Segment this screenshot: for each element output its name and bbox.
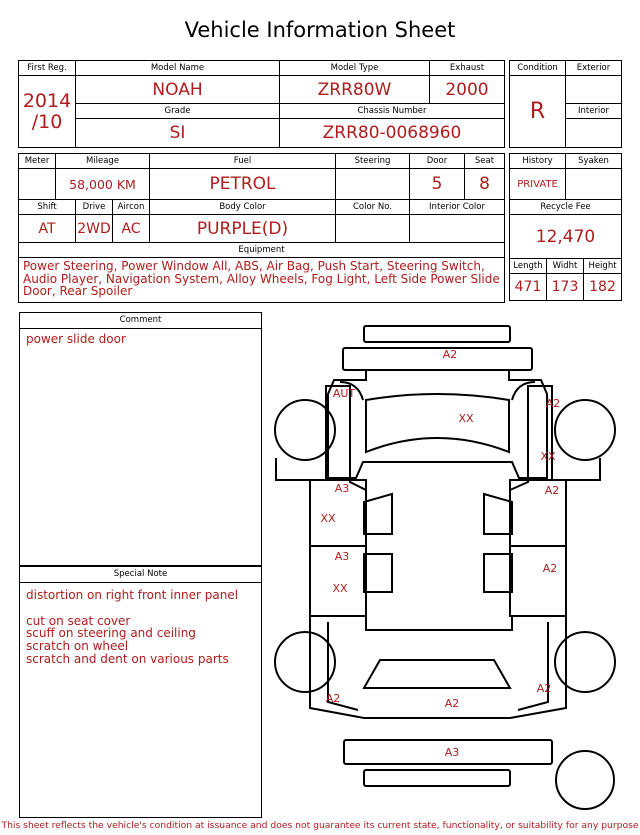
right-front-wheel xyxy=(555,400,615,460)
exhaust-label: Exhaust xyxy=(430,61,505,76)
equipment-value: Power Steering, Power Window All, ABS, Air Bag, Push Start, Steering Switch, Audio Player, Navigation System, Alloy Wheels, Fog Light, Left Side Power Slide Door, Rear Spoiler xyxy=(19,258,505,303)
fuel-label: Fuel xyxy=(150,154,336,169)
rear-window-shape xyxy=(364,660,510,688)
mark-rear-gate: A2 xyxy=(444,697,460,710)
first-reg-month: /10 xyxy=(31,110,63,133)
mark-right-mirror: XX xyxy=(540,450,556,463)
mark-rear-left-quarter: A2 xyxy=(325,692,341,705)
special-note-box xyxy=(19,566,262,818)
mark-right-rear-door: A2 xyxy=(542,562,558,575)
mark-front-windshield: XX xyxy=(458,412,474,425)
width-value: 173 xyxy=(547,274,584,301)
condition-table xyxy=(509,60,622,148)
interior-value xyxy=(566,119,622,148)
body-color-value: PURPLE(D) xyxy=(150,215,336,243)
drive-label: Drive xyxy=(76,200,113,215)
history-label: History xyxy=(510,154,566,169)
shift-label: Shift xyxy=(19,200,76,215)
interior-label: Interior xyxy=(566,104,622,119)
comment-label: Comment xyxy=(20,313,261,329)
model-name-value: NOAH xyxy=(76,76,280,104)
equipment-label: Equipment xyxy=(19,243,505,258)
chassis-value: ZRR80-0068960 xyxy=(280,119,505,148)
history-value: PRIVATE xyxy=(510,169,566,200)
mileage-value: 58,000 KM xyxy=(56,169,150,200)
vehicle-main-table xyxy=(18,60,505,148)
mark-rear-right-quarter: A2 xyxy=(536,682,552,695)
history-table xyxy=(509,153,622,259)
first-reg-year: 2014 xyxy=(22,89,72,112)
comment-box xyxy=(19,312,262,566)
seat-value: 8 xyxy=(465,169,505,200)
mark-left-rear-glass: XX xyxy=(332,582,348,595)
drive-value: 2WD xyxy=(76,215,113,243)
spare-tire xyxy=(556,751,614,809)
special-note-text: distortion on right front inner panel cut on seat cover scuff on steering and ceiling scratch on wheel scratch and dent on various parts xyxy=(26,588,239,666)
front-body-shape xyxy=(328,370,547,478)
body-color-label: Body Color xyxy=(150,200,336,215)
front-windshield-shape xyxy=(366,394,509,452)
meter-value xyxy=(19,169,56,200)
model-type-value: ZRR80W xyxy=(280,76,430,104)
car-damage-diagram xyxy=(268,322,632,818)
first-reg-label: First Reg. xyxy=(19,61,76,76)
right-rear-glass-shape xyxy=(484,554,512,592)
model-name-label: Model Name xyxy=(76,61,280,76)
meter-label: Meter xyxy=(19,154,56,169)
color-no-value xyxy=(336,215,410,243)
fuel-value: PETROL xyxy=(150,169,336,200)
grade-label: Grade xyxy=(76,104,280,119)
exterior-label: Exterior xyxy=(566,61,622,76)
mark-front-left-fender: AUT xyxy=(332,387,356,400)
grade-value: SI xyxy=(76,119,280,148)
page-title: Vehicle Information Sheet xyxy=(184,18,456,42)
mark-left-front-door: A3 xyxy=(334,482,350,495)
mark-left-front-glass: XX xyxy=(320,512,336,525)
steering-label: Steering xyxy=(336,154,410,169)
right-front-glass-shape xyxy=(484,494,512,534)
vehicle-detail-table xyxy=(18,153,505,303)
condition-label: Condition xyxy=(510,61,566,76)
left-front-glass-shape xyxy=(364,494,392,534)
left-rear-wheel xyxy=(275,632,335,692)
dimensions-table xyxy=(509,258,622,301)
mark-rear-bumper: A3 xyxy=(444,746,460,759)
exhaust-value: 2000 xyxy=(430,76,505,104)
recycle-fee-label: Recycle Fee xyxy=(510,200,622,215)
mileage-label: Mileage xyxy=(56,154,150,169)
width-label: Widht xyxy=(547,259,584,274)
model-type-label: Model Type xyxy=(280,61,430,76)
interior-color-value xyxy=(410,215,505,243)
aircon-value: AC xyxy=(113,215,150,243)
door-label: Door xyxy=(410,154,465,169)
door-value: 5 xyxy=(410,169,465,200)
hood-shape xyxy=(343,348,532,370)
mark-left-rear-door: A3 xyxy=(334,550,350,563)
right-rear-wheel xyxy=(555,632,615,692)
syaken-value xyxy=(566,169,622,200)
exterior-value xyxy=(566,76,622,104)
condition-value: R xyxy=(510,76,566,148)
mark-front-right-fender: A2 xyxy=(545,397,561,410)
syaken-label: Syaken xyxy=(566,154,622,169)
mark-right-front-door: A2 xyxy=(544,484,560,497)
comment-text: power slide door xyxy=(26,332,126,346)
aircon-label: Aircon xyxy=(113,200,150,215)
left-front-fender-shape xyxy=(326,386,366,490)
left-rear-glass-shape xyxy=(364,554,392,592)
rear-body-shape xyxy=(310,616,566,718)
special-note-label: Special Note xyxy=(20,566,261,583)
length-label: Length xyxy=(510,259,547,274)
disclaimer-footer: This sheet reflects the vehicle's condition at issuance and does not guarantee its current state, functionality, or suitability for any purpose xyxy=(1,820,639,831)
steering-value xyxy=(336,169,410,200)
height-value: 182 xyxy=(584,274,622,301)
length-value: 471 xyxy=(510,274,547,301)
rear-bumper-shape xyxy=(364,770,510,786)
color-no-label: Color No. xyxy=(336,200,410,215)
height-label: Height xyxy=(584,259,622,274)
recycle-fee-value: 12,470 xyxy=(510,215,622,259)
seat-label: Seat xyxy=(465,154,505,169)
interior-color-label: Interior Color xyxy=(410,200,505,215)
front-bumper-shape xyxy=(364,326,510,342)
first-reg-value xyxy=(19,76,76,148)
chassis-label: Chassis Number xyxy=(280,104,505,119)
mark-front-hood: A2 xyxy=(442,348,458,361)
shift-value: AT xyxy=(19,215,76,243)
right-rear-door-shape xyxy=(510,546,566,616)
